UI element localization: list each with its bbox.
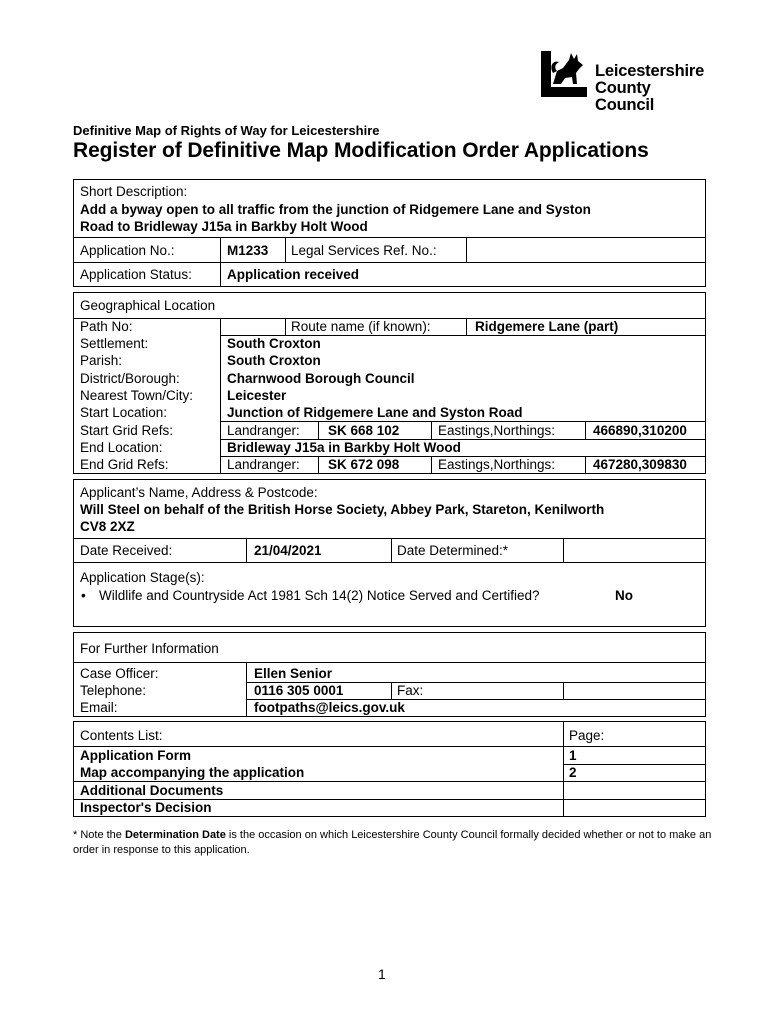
end-landranger-value: SK 672 098 (328, 457, 400, 472)
divider (318, 421, 319, 439)
applicant-box (73, 479, 706, 627)
email-label: Email: (80, 700, 118, 715)
contents-item: Additional Documents (80, 783, 224, 798)
divider (318, 456, 319, 473)
divider (563, 538, 564, 562)
app-no-label: Application No.: (80, 243, 175, 258)
page-title: Register of Definitive Map Modification Order Applications (73, 139, 649, 162)
phone-value: 0116 305 0001 (254, 683, 344, 698)
path-no-label: Path No: (80, 319, 133, 334)
applicant-label: Applicant’s Name, Address & Postcode: (80, 485, 318, 500)
end-eastings-label: Eastings,Northings: (438, 457, 556, 472)
settlement-value: South Croxton (227, 336, 321, 351)
contents-box (73, 721, 706, 817)
officer-label: Case Officer: (80, 666, 159, 681)
applicant-line-2: CV8 2XZ (80, 519, 135, 534)
date-received-value: 21/04/2021 (254, 543, 322, 558)
contents-item-page: 1 (569, 748, 577, 763)
document-subtitle: Definitive Map of Rights of Way for Leicestershire (73, 123, 380, 138)
short-desc-label: Short Description: (80, 184, 188, 199)
org-line-2: County Council (595, 79, 655, 114)
phone-label: Telephone: (80, 683, 147, 698)
footnote-suffix: is the occasion on which Leicestershire County Council formally decided whether or not to make an order in response to this application. (73, 829, 712, 856)
short-desc-line-1: Add a byway open to all traffic from the junction of Ridgemere Lane and Syston (80, 202, 591, 217)
settlement-label: Settlement: (80, 336, 149, 351)
parish-value: South Croxton (227, 353, 321, 368)
district-value: Charnwood Borough Council (227, 371, 415, 386)
divider (246, 538, 247, 562)
short-desc-line-2: Road to Bridleway J15a in Barkby Holt Wood (80, 219, 368, 234)
divider (585, 421, 586, 439)
divider (246, 662, 247, 716)
divider (74, 262, 705, 263)
fax-label: Fax: (397, 683, 424, 698)
route-name-value: Ridgemere Lane (part) (475, 319, 619, 334)
footnote (73, 828, 713, 858)
contents-item: Map accompanying the application (80, 765, 305, 780)
start-location-value: Junction of Ridgemere Lane and Syston Road (227, 405, 523, 420)
app-no-value: M1233 (227, 243, 269, 258)
stage-label: Application Stage(s): (80, 570, 205, 585)
date-received-label: Date Received: (80, 543, 173, 558)
stage-item: Wildlife and Countryside Act 1981 Sch 14(2) Notice Served and Certified? (99, 588, 540, 603)
page-number: 1 (378, 966, 386, 982)
start-landranger-label: Landranger: (227, 423, 300, 438)
town-value: Leicester (227, 388, 287, 403)
stage-answer: No (615, 588, 633, 603)
start-eastings-label: Eastings,Northings: (438, 423, 556, 438)
divider (74, 237, 705, 238)
footnote-bold: Determination Date (124, 829, 226, 841)
divider (563, 764, 705, 765)
divider (585, 456, 586, 473)
contents-item: Application Form (80, 748, 191, 763)
summary-box (73, 179, 706, 287)
email-value: footpaths@leics.gov.uk (254, 700, 405, 715)
stage-bullet-icon: • (81, 588, 86, 603)
start-grid-label: Start Grid Refs: (80, 423, 174, 438)
start-location-label: Start Location: (80, 405, 168, 420)
divider (466, 237, 467, 262)
end-location-label: End Location: (80, 440, 163, 455)
end-location-value: Bridleway J15a in Barkby Holt Wood (227, 440, 461, 455)
footnote-prefix: * Note the (73, 829, 125, 841)
contact-box (73, 632, 706, 717)
divider (74, 662, 705, 663)
page-heading: Page: (569, 728, 605, 743)
end-eastings-value: 467280,309830 (593, 457, 687, 472)
org-line-1: Leicestershire (595, 62, 705, 80)
applicant-line-1: Will Steel on behalf of the British Horse Society, Abbey Park, Stareton, Kenilworth (80, 502, 605, 517)
date-determined-label: Date Determined:* (397, 543, 509, 558)
divider (74, 562, 705, 563)
legal-ref-label: Legal Services Ref. No.: (291, 243, 437, 258)
geo-heading: Geographical Location (80, 298, 216, 313)
geo-box (73, 292, 706, 474)
start-eastings-value: 466890,310200 (593, 423, 687, 438)
officer-value: Ellen Senior (254, 666, 333, 681)
fox-emblem-icon (539, 51, 589, 99)
divider (74, 538, 705, 539)
district-label: District/Borough: (80, 371, 180, 386)
divider (466, 318, 467, 335)
divider (563, 682, 564, 699)
town-label: Nearest Town/City: (80, 388, 194, 403)
end-grid-label: End Grid Refs: (80, 457, 169, 472)
contents-item: Inspector's Decision (80, 800, 212, 815)
end-landranger-label: Landranger: (227, 457, 300, 472)
contact-heading: For Further Information (80, 641, 219, 656)
parish-label: Parish: (80, 353, 123, 368)
status-value: Application received (227, 267, 360, 282)
status-label: Application Status: (80, 267, 192, 282)
contents-heading: Contents List: (80, 728, 163, 743)
route-name-label: Route name (if known): (291, 319, 431, 334)
org-name (595, 63, 714, 114)
council-logo (539, 49, 714, 114)
contents-item-page: 2 (569, 765, 577, 780)
start-landranger-value: SK 668 102 (328, 423, 400, 438)
